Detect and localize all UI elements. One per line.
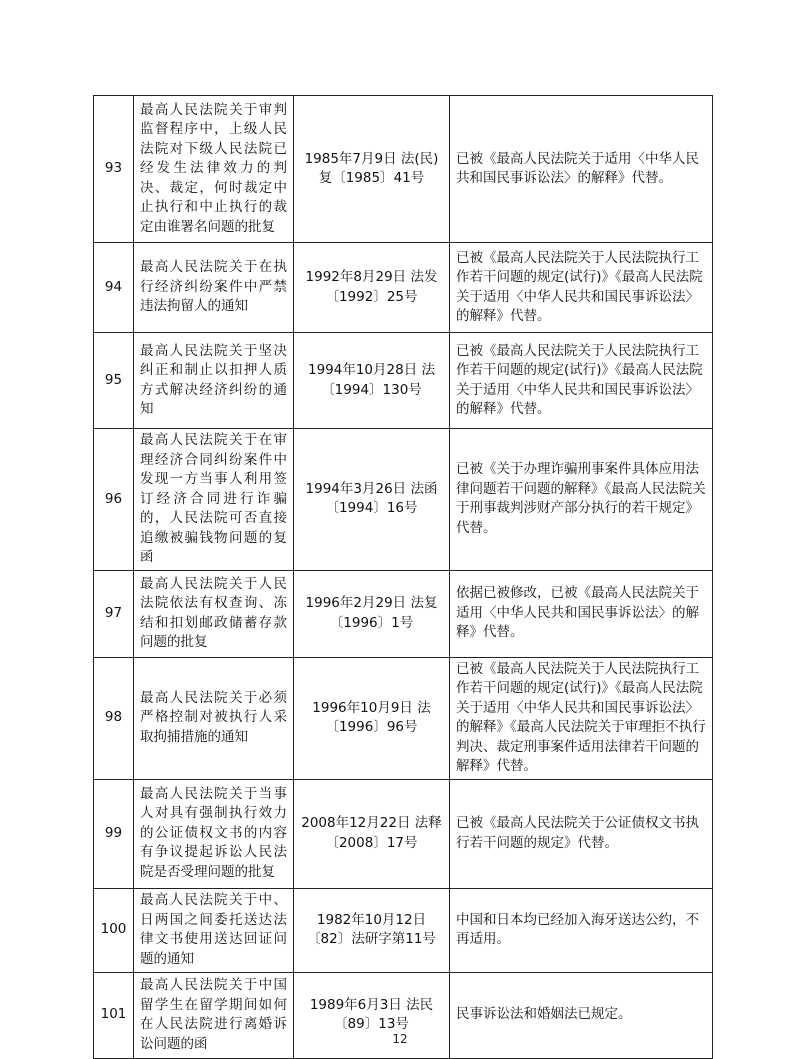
issue-date-and-number: 1992年8月29日 法发〔1992〕25号 <box>294 243 450 333</box>
issue-date-and-number: 2008年12月22日 法释〔2008〕17号 <box>294 779 450 888</box>
row-number: 97 <box>94 570 134 657</box>
table-row <box>94 779 713 888</box>
page-number: 12 <box>392 1032 408 1046</box>
repeal-reason: 中国和日本均已经加入海牙送达公约，不再适用。 <box>450 888 713 972</box>
repeal-reason: 已被《关于办理诈骗刑事案件具体应用法律问题若干问题的解释》《最高人民法院关于刑事裁判涉财产部分执行的若干规定》代替。 <box>450 429 713 571</box>
repeal-reason: 依据已被修改，已被《最高人民法院关于适用〈中华人民共和国民事诉讼法〉的解释》代替。 <box>450 570 713 657</box>
row-number: 96 <box>94 429 134 571</box>
table-row <box>94 333 713 429</box>
issue-date-and-number: 1982年10月12日 〔82〕法研字第11号 <box>294 888 450 972</box>
issue-date-and-number: 1996年2月29日 法复〔1996〕1号 <box>294 570 450 657</box>
document-title: 最高人民法院关于审判监督程序中，上级人民法院对下级人民法院已经发生法律效力的判决、裁定，何时裁定中止执行和中止执行的裁定由谁署名问题的批复 <box>134 96 294 243</box>
repeal-reason: 已被《最高人民法院关于人民法院执行工作若干问题的规定(试行)》《最高人民法院关于适用〈中华人民共和国民事诉讼法〉的解释》代替。 <box>450 333 713 429</box>
document-title: 最高人民法院关于在执行经济纠纷案件中严禁违法拘留人的通知 <box>134 243 294 333</box>
repeal-list-table <box>93 95 713 1059</box>
issue-date-and-number: 1994年3月26日 法函〔1994〕16号 <box>294 429 450 571</box>
issue-date-and-number: 1994年10月28日 法〔1994〕130号 <box>294 333 450 429</box>
table-row <box>94 888 713 972</box>
repeal-reason: 民事诉讼法和婚姻法已规定。 <box>450 972 713 1058</box>
row-number: 101 <box>94 972 134 1058</box>
row-number: 99 <box>94 779 134 888</box>
document-title: 最高人民法院关于坚决纠正和制止以扣押人质方式解决经济纠纷的通知 <box>134 333 294 429</box>
issue-date-and-number: 1996年10月9日 法〔1996〕96号 <box>294 657 450 779</box>
row-number: 98 <box>94 657 134 779</box>
table-row <box>94 96 713 243</box>
row-number: 100 <box>94 888 134 972</box>
issue-date-and-number: 1989年6月3日 法民〔89〕13号 <box>294 972 450 1058</box>
table-row <box>94 570 713 657</box>
row-number: 94 <box>94 243 134 333</box>
document-title: 最高人民法院关于必须严格控制对被执行人采取拘捕措施的通知 <box>134 657 294 779</box>
table-row <box>94 657 713 779</box>
issue-date-and-number: 1985年7月9日 法(民)复〔1985〕41号 <box>294 96 450 243</box>
table-row <box>94 243 713 333</box>
repeal-reason: 已被《最高人民法院关于人民法院执行工作若干问题的规定(试行)》《最高人民法院关于适用〈中华人民共和国民事诉讼法〉的解释》《最高人民法院关于审理拒不执行判决、裁定刑事案件适用法律若干问题的解释》代替。 <box>450 657 713 779</box>
document-title: 最高人民法院关于在审理经济合同纠纷案件中发现一方当事人利用签订经济合同进行诈骗的，人民法院可否直接追缴被骗钱物问题的复函 <box>134 429 294 571</box>
repeal-reason: 已被《最高人民法院关于适用〈中华人民共和国民事诉讼法〉的解释》代替。 <box>450 96 713 243</box>
document-title: 最高人民法院关于中国留学生在留学期间如何在人民法院进行离婚诉讼问题的函 <box>134 972 294 1058</box>
repeal-reason: 已被《最高人民法院关于公证债权文书执行若干问题的规定》代替。 <box>450 779 713 888</box>
table-row <box>94 429 713 571</box>
document-title: 最高人民法院关于中、日两国之间委托送达法律文书使用送达回证问题的通知 <box>134 888 294 972</box>
row-number: 93 <box>94 96 134 243</box>
row-number: 95 <box>94 333 134 429</box>
document-title: 最高人民法院关于当事人对具有强制执行效力的公证债权文书的内容有争议提起诉讼人民法院是否受理问题的批复 <box>134 779 294 888</box>
repeal-reason: 已被《最高人民法院关于人民法院执行工作若干问题的规定(试行)》《最高人民法院关于适用〈中华人民共和国民事诉讼法〉的解释》代替。 <box>450 243 713 333</box>
document-title: 最高人民法院关于人民法院依法有权查询、冻结和扣划邮政储蓄存款问题的批复 <box>134 570 294 657</box>
